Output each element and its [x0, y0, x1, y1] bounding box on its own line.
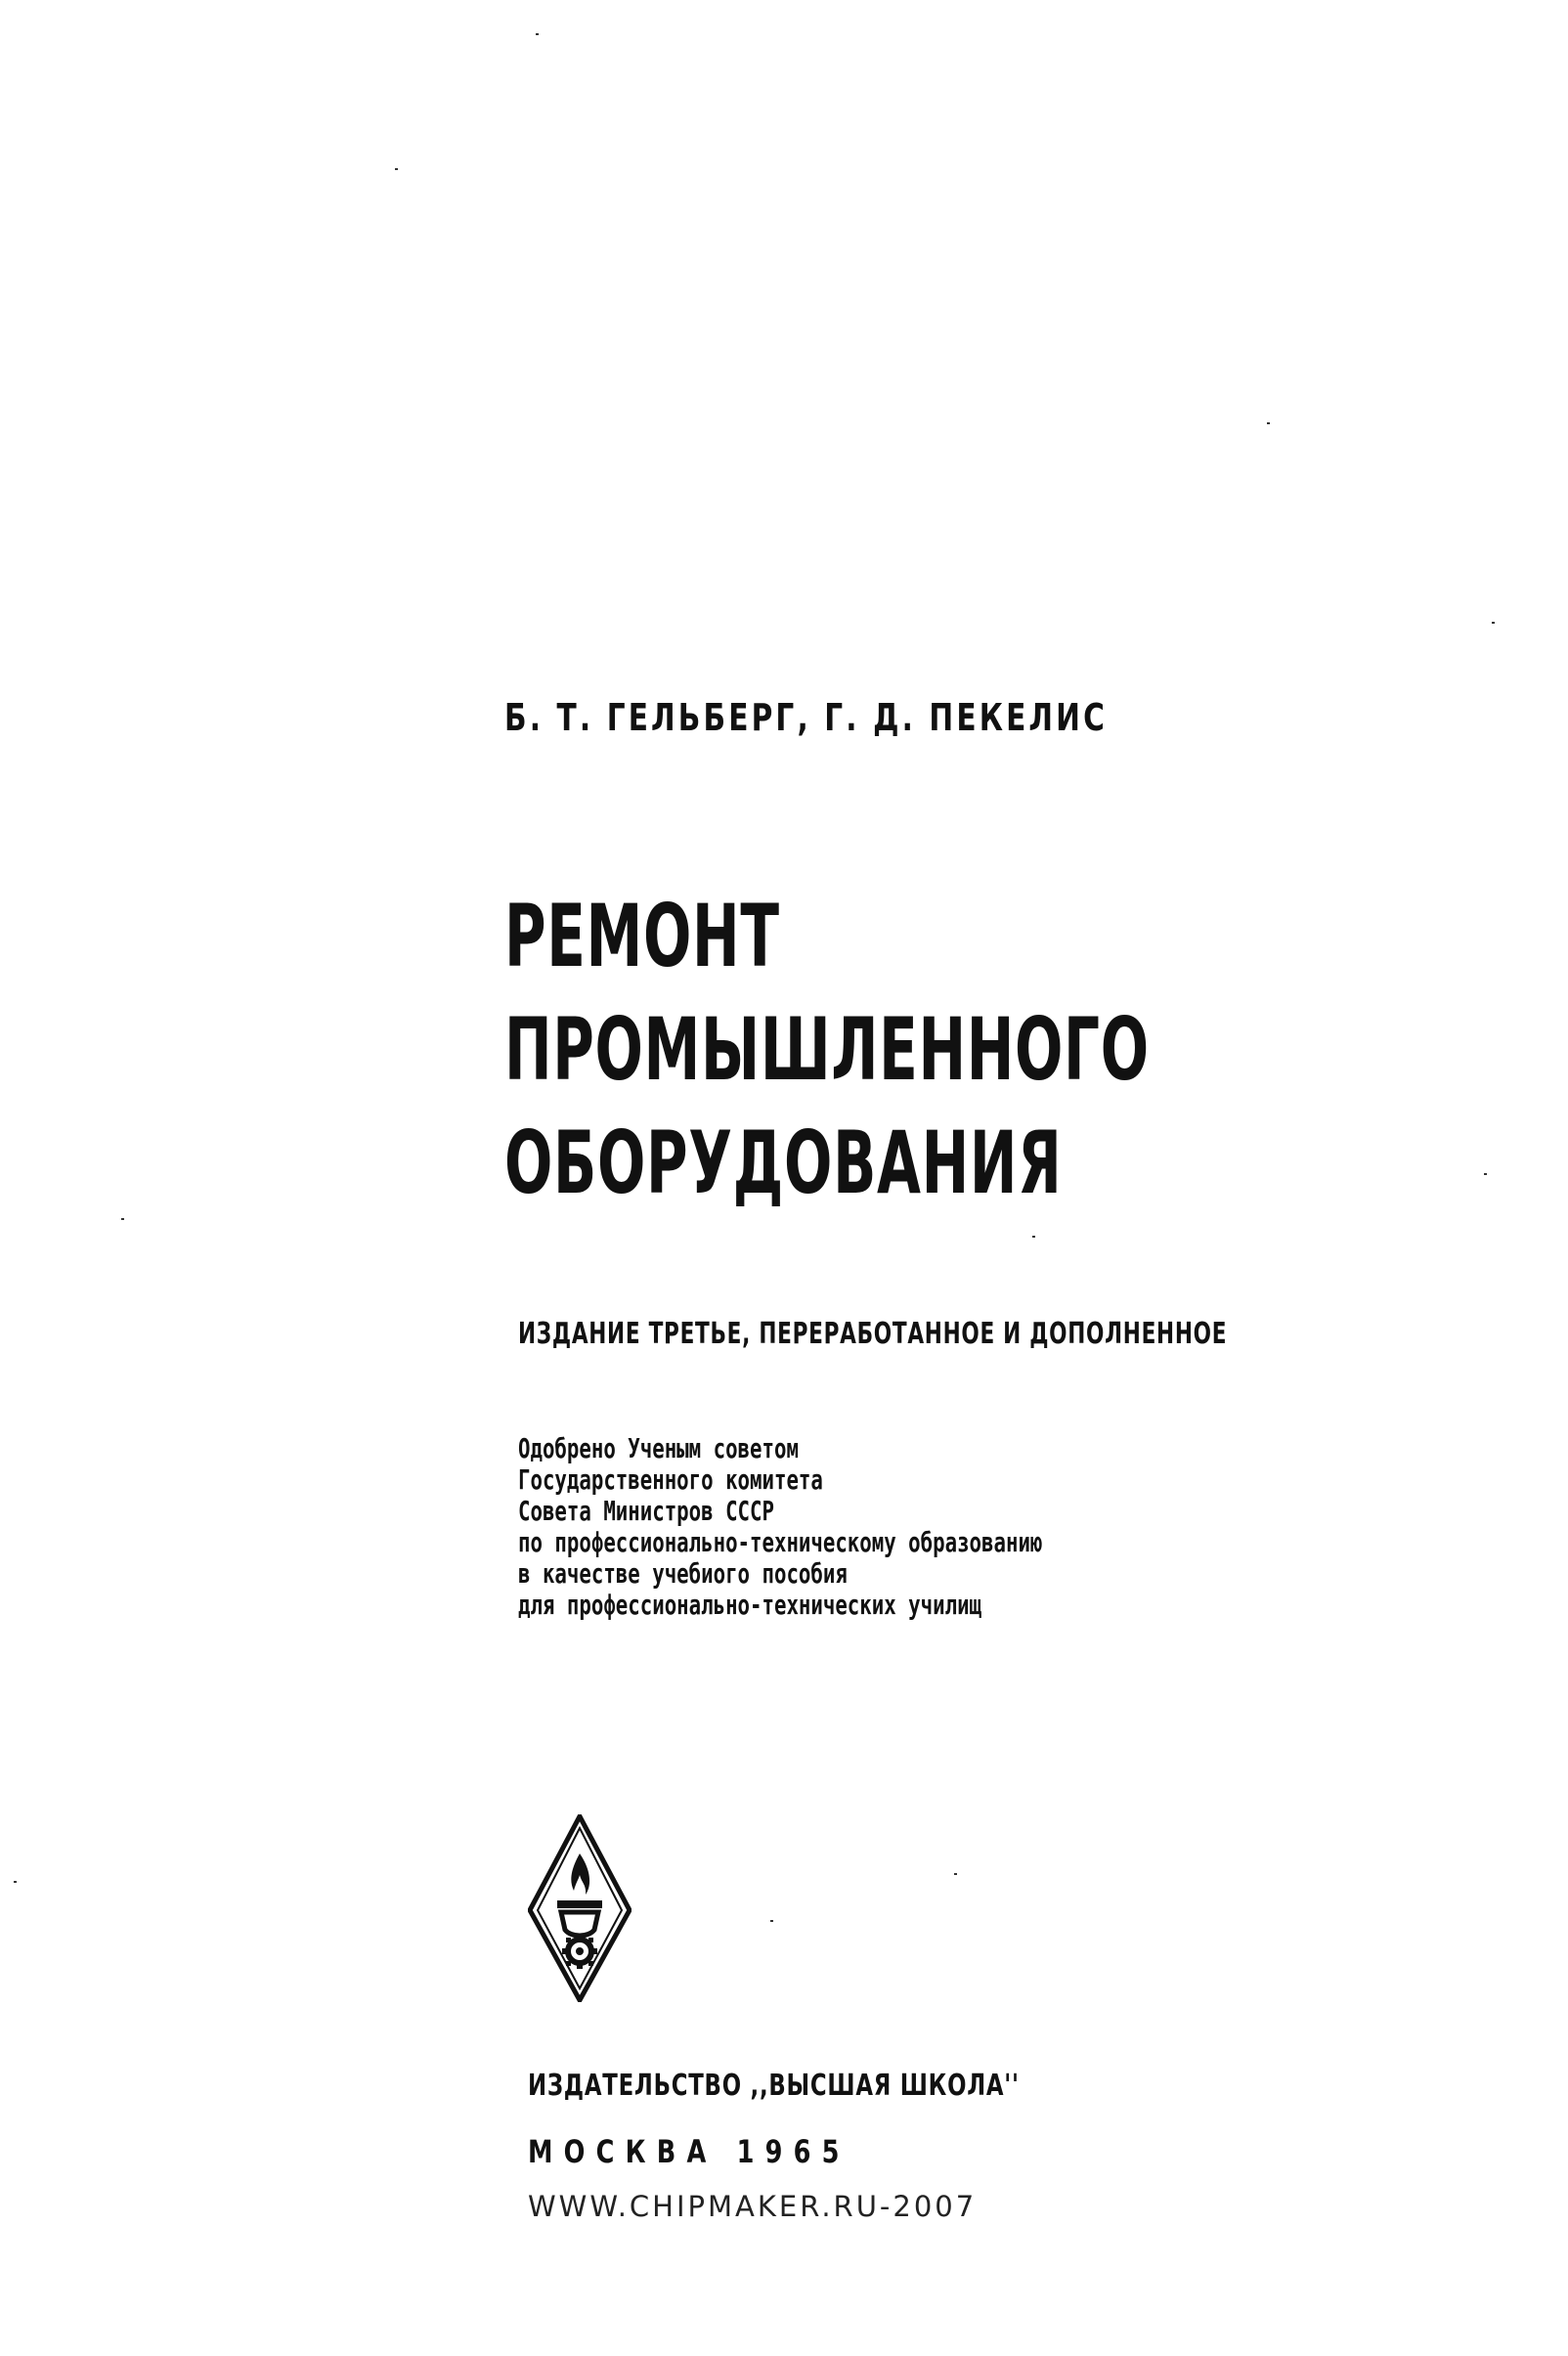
approval-note [518, 1433, 1042, 1621]
approval-line-1: Одобрено Ученым советом [518, 1432, 799, 1464]
scan-speck [1492, 622, 1495, 624]
approval-line-3: Совета Министров СССР [518, 1495, 774, 1527]
publisher-name: ИЗДАТЕЛЬСТВО ,,ВЫСШАЯ ШКОЛА'' [528, 2069, 1020, 2103]
title-line-3: ОБОРУДОВАНИЯ [504, 1113, 1063, 1213]
city-year: МОСКВА 1965 [528, 2133, 850, 2170]
scan-speck [954, 1873, 957, 1875]
approval-line-2: Государственного комитета [518, 1463, 823, 1496]
title-line-2: ПРОМЫШЛЕННОГО [504, 999, 1150, 1100]
watermark-text: WWW.CHIPMAKER.RU-2007 [528, 2190, 978, 2223]
scan-speck [395, 168, 398, 170]
authors: Б. Т. ГЕЛЬБЕРГ, Г. Д. ПЕКЕЛИС [504, 696, 1108, 739]
scan-speck [121, 1218, 124, 1220]
approval-line-4: по профессионально-техническому образованию [518, 1526, 1043, 1558]
scan-speck [536, 33, 539, 35]
title-line-1: РЕМОНТ [504, 886, 780, 986]
scan-speck [1267, 422, 1270, 424]
approval-line-6: для профессионально-технических училищ [518, 1589, 982, 1621]
scan-speck [14, 1881, 17, 1883]
edition-note: ИЗДАНИЕ ТРЕТЬЕ, ПЕРЕРАБОТАННОЕ И ДОПОЛНЕННОЕ [518, 1317, 1228, 1351]
book-title [504, 880, 1150, 1220]
scan-speck [1032, 1236, 1035, 1238]
approval-line-5: в качестве учебиого пособия [518, 1557, 848, 1590]
scan-speck [1484, 1173, 1487, 1175]
publisher-emblem-icon [528, 1814, 632, 2002]
scan-speck [770, 1920, 773, 1922]
